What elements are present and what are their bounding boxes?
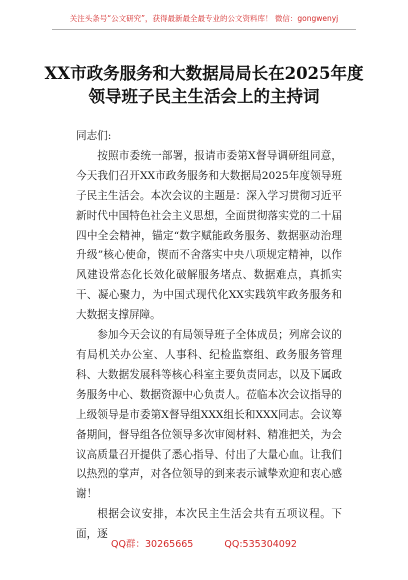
document-title: XX市政务服务和大数据局局长在2025年度领导班子民主生活会上的主持词 xyxy=(44,64,364,106)
footer-contact xyxy=(0,536,408,550)
salutation: 同志们: xyxy=(76,130,112,142)
header-promo-note: 关注头条号“公文研究”，获得最新最全最专业的公文资料库！ 微信：gongwenyj xyxy=(69,14,339,23)
footer-qq-group: QQ群：30265665 xyxy=(111,539,194,550)
paragraph-3: 根据会议安排，本次民主生活会共有五项议程。下面，逐 xyxy=(76,508,342,541)
footer-qq-number: QQ:535304092 xyxy=(224,539,297,550)
paragraph-1: 按照市委统一部署，报请市委第X督导调研组同意，今天我们召开XX市政务服务和大数据局2025年度领导班子民主生活会。本次会议的主题是：深入学习贯彻习近平新时代中国特色社会主义思想，全面贯彻落实党的二十届四中全会精神，锚定“数字赋能政务服务、数据驱动治理升级”核心使命，锲而不舍落实中央八项规定精神，以作风建设常态化长效化破解服务堵点、数据难点，真抓实干、凝心聚力，为中国式现代化XX实践筑牢政务服务和大数据支撑屏障。 xyxy=(76,149,342,322)
header-divider xyxy=(52,29,356,30)
document-body xyxy=(76,127,342,545)
paragraph-2: 参加今天会议的有局领导班子全体成员；列席会议的有局机关办公室、人事科、纪检监察组、政务服务管理科、大数据发展科等核心科室主要负责同志，以及下属政务服务中心、数据资源中心负责人。莅临本次会议指导的上级领导是市委第X督导组XXX组长和XXX同志。会议筹备期间，督导组各位领导多次审阅材料、精准把关，为会议高质量召开提供了悉心指导、付出了大量心血。让我们以热烈的掌声，对各位领导的到来表示诚挚欢迎和衷心感谢！ xyxy=(76,329,342,501)
